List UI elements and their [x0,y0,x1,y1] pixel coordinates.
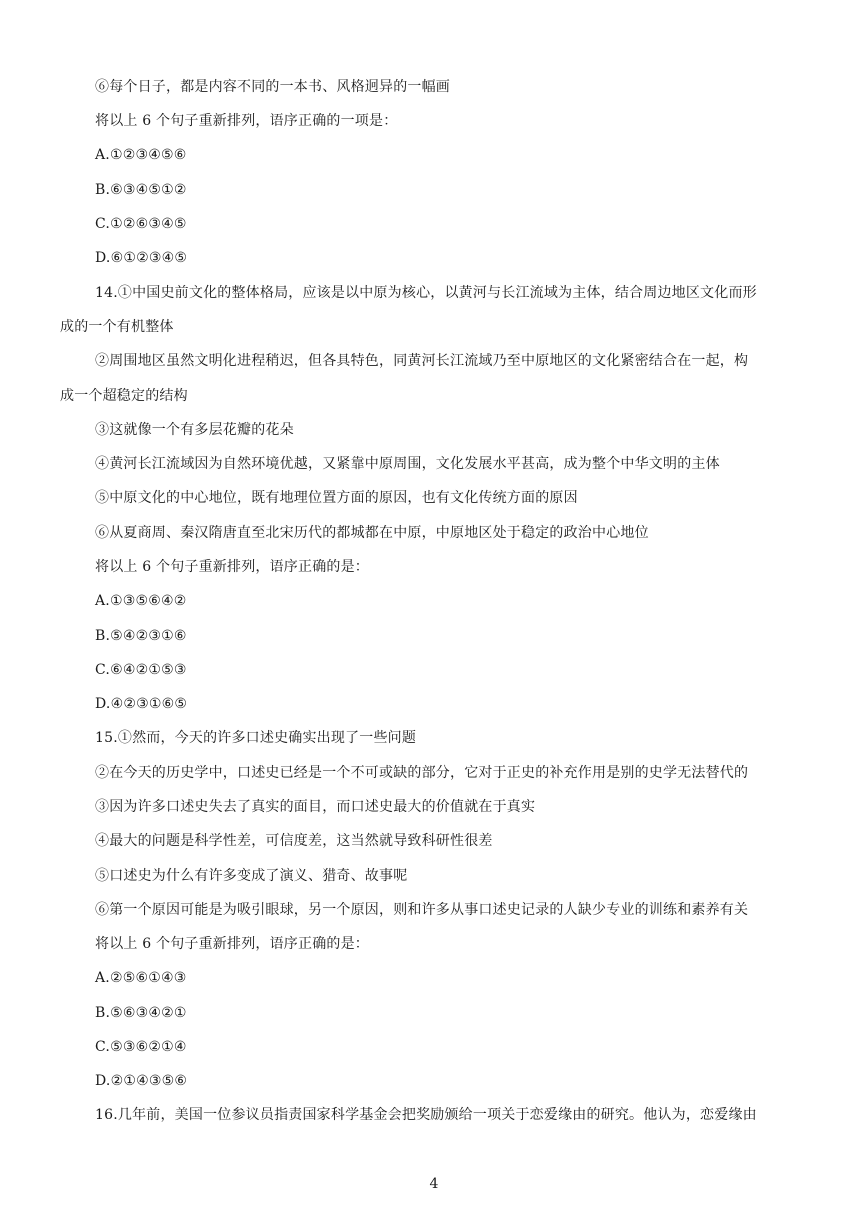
text-line: 成一个超稳定的结构 [60,388,188,404]
text-line: ④黄河长江流域因为自然环境优越，又紧靠中原周围，文化发展水平甚高，成为整个中华文明的主体 [95,456,720,472]
text-line: 将以上 6 个句子重新排列，语序正确的是： [95,559,370,575]
text-line: ⑤中原文化的中心地位，既有地理位置方面的原因，也有文化传统方面的原因 [95,490,578,506]
option-line: C.⑤③⑥②①④ [95,1039,187,1055]
text-line: ②周围地区虽然文明化进程稍迟，但各具特色，同黄河长江流域乃至中原地区的文化紧密结合在一起，构 [95,353,749,369]
question-line: 16.几年前，美国一位参议员指责国家科学基金会把奖励颁给一项关于恋爱缘由的研究。他认为，恋爱缘由 [95,1107,757,1123]
option-line: B.⑥③④⑤①② [95,182,187,198]
text-line: ⑥每个日子，都是内容不同的一本书、风格迥异的一幅画 [95,79,450,95]
text-line: ③因为许多口述史失去了真实的面目，而口述史最大的价值就在于真实 [95,799,536,815]
page-number: 4 [429,1176,439,1192]
text-line: 将以上 6 个句子重新排列，语序正确的是： [95,936,370,952]
text-line: 成的一个有机整体 [60,319,174,335]
question-line: 14.①中国史前文化的整体格局，应该是以中原为核心，以黄河与长江流域为主体，结合周边地区文化而形 [95,285,757,301]
text-line: 将以上 6 个句子重新排列，语序正确的一项是： [95,113,398,129]
option-line: B.⑤⑥③④②① [95,1005,187,1021]
option-line: A.①③⑤⑥④② [95,593,187,609]
option-line: D.④②③①⑥⑤ [95,696,188,712]
text-line: ⑥第一个原因可能是为吸引眼球，另一个原因，则和许多从事口述史记录的人缺少专业的训练和素养有关 [95,902,749,918]
text-line: ④最大的问题是科学性差，可信度差，这当然就导致科研性很差 [95,833,493,849]
option-line: B.⑤④②③①⑥ [95,628,187,644]
question-line: 15.①然而，今天的许多口述史确实出现了一些问题 [95,730,417,746]
option-line: D.⑥①②③④⑤ [95,250,188,266]
option-line: A.②⑤⑥①④③ [95,970,187,986]
text-line: ⑤口述史为什么有许多变成了演义、猎奇、故事呢 [95,868,408,884]
text-line: ②在今天的历史学中，口述史已经是一个不可或缺的部分，它对于正史的补充作用是别的史学无法替代的 [95,765,749,781]
option-line: C.⑥④②①⑤③ [95,662,187,678]
text-line: ⑥从夏商周、秦汉隋唐直至北宋历代的都城都在中原，中原地区处于稳定的政治中心地位 [95,525,649,541]
option-line: A.①②③④⑤⑥ [95,147,187,163]
option-line: D.②①④③⑤⑥ [95,1073,188,1089]
option-line: C.①②⑥③④⑤ [95,216,187,232]
text-line: ③这就像一个有多层花瓣的花朵 [95,422,294,438]
